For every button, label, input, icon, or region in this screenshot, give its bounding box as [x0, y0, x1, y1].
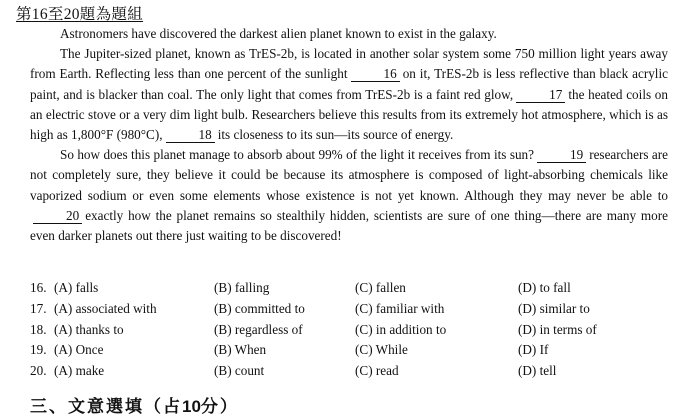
paragraph-2 — [30, 44, 668, 145]
option-c: (C) fallen — [355, 280, 406, 295]
blank-20: 20 — [33, 208, 82, 224]
cloze-passage — [30, 24, 668, 246]
option-d: (D) tell — [518, 363, 557, 379]
paragraph-2-text-a: The Jupiter-sized planet, known as TrES-2b, is located in another solar system some 750 million light years away from Earth. Reflecting less than one percent of the sunlight — [30, 46, 668, 82]
option-b: (B) falling — [214, 280, 270, 295]
option-d: (D) in terms of — [518, 321, 597, 337]
paragraph-3-text-c: exactly how the planet remains so stealthily hidden, scientists are sure of one thing—there are many more even darker planets out there just waiting to be discovered! — [30, 207, 668, 244]
paragraph-2-text-b: on it, TrES-2b is less reflective than black acrylic paint, and is blacker than coal. The only light that comes from TrES-2b is a faint red glow, — [30, 66, 668, 102]
option-d: (D) similar to — [518, 300, 590, 316]
option-d: (D) If — [518, 342, 549, 358]
paragraph-1-text: Astronomers have discovered the darkest alien planet known to exist in the galaxy. — [60, 26, 497, 41]
question-number: 16. — [30, 280, 47, 295]
blank-18: 18 — [166, 127, 215, 143]
option-b: (B) regardless of — [214, 321, 303, 337]
option-b: (B) count — [214, 363, 265, 379]
paragraph-3-text-a: So how does this planet manage to absorb about 99% of the light it receives from its sun? — [60, 147, 534, 163]
blank-16: 16 — [351, 66, 400, 82]
question-number: 17. — [30, 300, 47, 316]
question-20-options — [30, 363, 670, 384]
option-b: (B) When — [214, 342, 267, 358]
option-a: (A) associated with — [54, 300, 157, 316]
paragraph-2-text-c: the heated coils on an electric stove or a very dim light bulb. Researchers believe this results from its extremely hot atmosphere, which is as high as 1,800°F (980°C), — [30, 86, 668, 143]
question-number: 18. — [30, 321, 47, 337]
question-number: 20. — [30, 363, 47, 379]
question-19-options — [30, 342, 670, 363]
option-a: (A) Once — [54, 342, 104, 358]
option-a: (A) falls — [54, 280, 99, 295]
option-c: (C) in addition to — [355, 321, 447, 337]
section-score-unit: 分） — [200, 397, 239, 417]
option-c: (C) read — [355, 363, 399, 379]
section-score: 10 — [182, 397, 201, 416]
option-c: (C) familiar with — [355, 300, 445, 316]
section-heading — [30, 392, 239, 417]
option-a: (A) make — [54, 363, 105, 379]
question-17-options — [30, 301, 670, 322]
question-group-title: 第16至20題為題組 — [16, 6, 144, 23]
option-a: (A) thanks to — [54, 321, 124, 337]
paragraph-3 — [30, 145, 668, 246]
blank-17: 17 — [516, 87, 565, 103]
paragraph-2-text-d: its closeness to its sun—its source of energy. — [217, 127, 454, 143]
question-number: 19. — [30, 342, 47, 358]
blank-19: 19 — [537, 147, 586, 163]
question-18-options — [30, 322, 670, 343]
option-b: (B) committed to — [214, 300, 305, 316]
paragraph-1 — [30, 24, 668, 44]
option-d: (D) to fall — [518, 280, 571, 295]
answer-options — [30, 280, 670, 384]
section-heading-text: 三、文意選填（占 — [30, 397, 182, 417]
option-c: (C) While — [355, 342, 408, 358]
question-16-options — [30, 280, 670, 301]
paragraph-3-text-b: researchers are not completely sure, they believe it could be because its atmosphere is composed of light-absorbing chemicals like vaporized sodium or even some elements whose existence is not yet known. Although they may never be able to — [30, 147, 668, 203]
